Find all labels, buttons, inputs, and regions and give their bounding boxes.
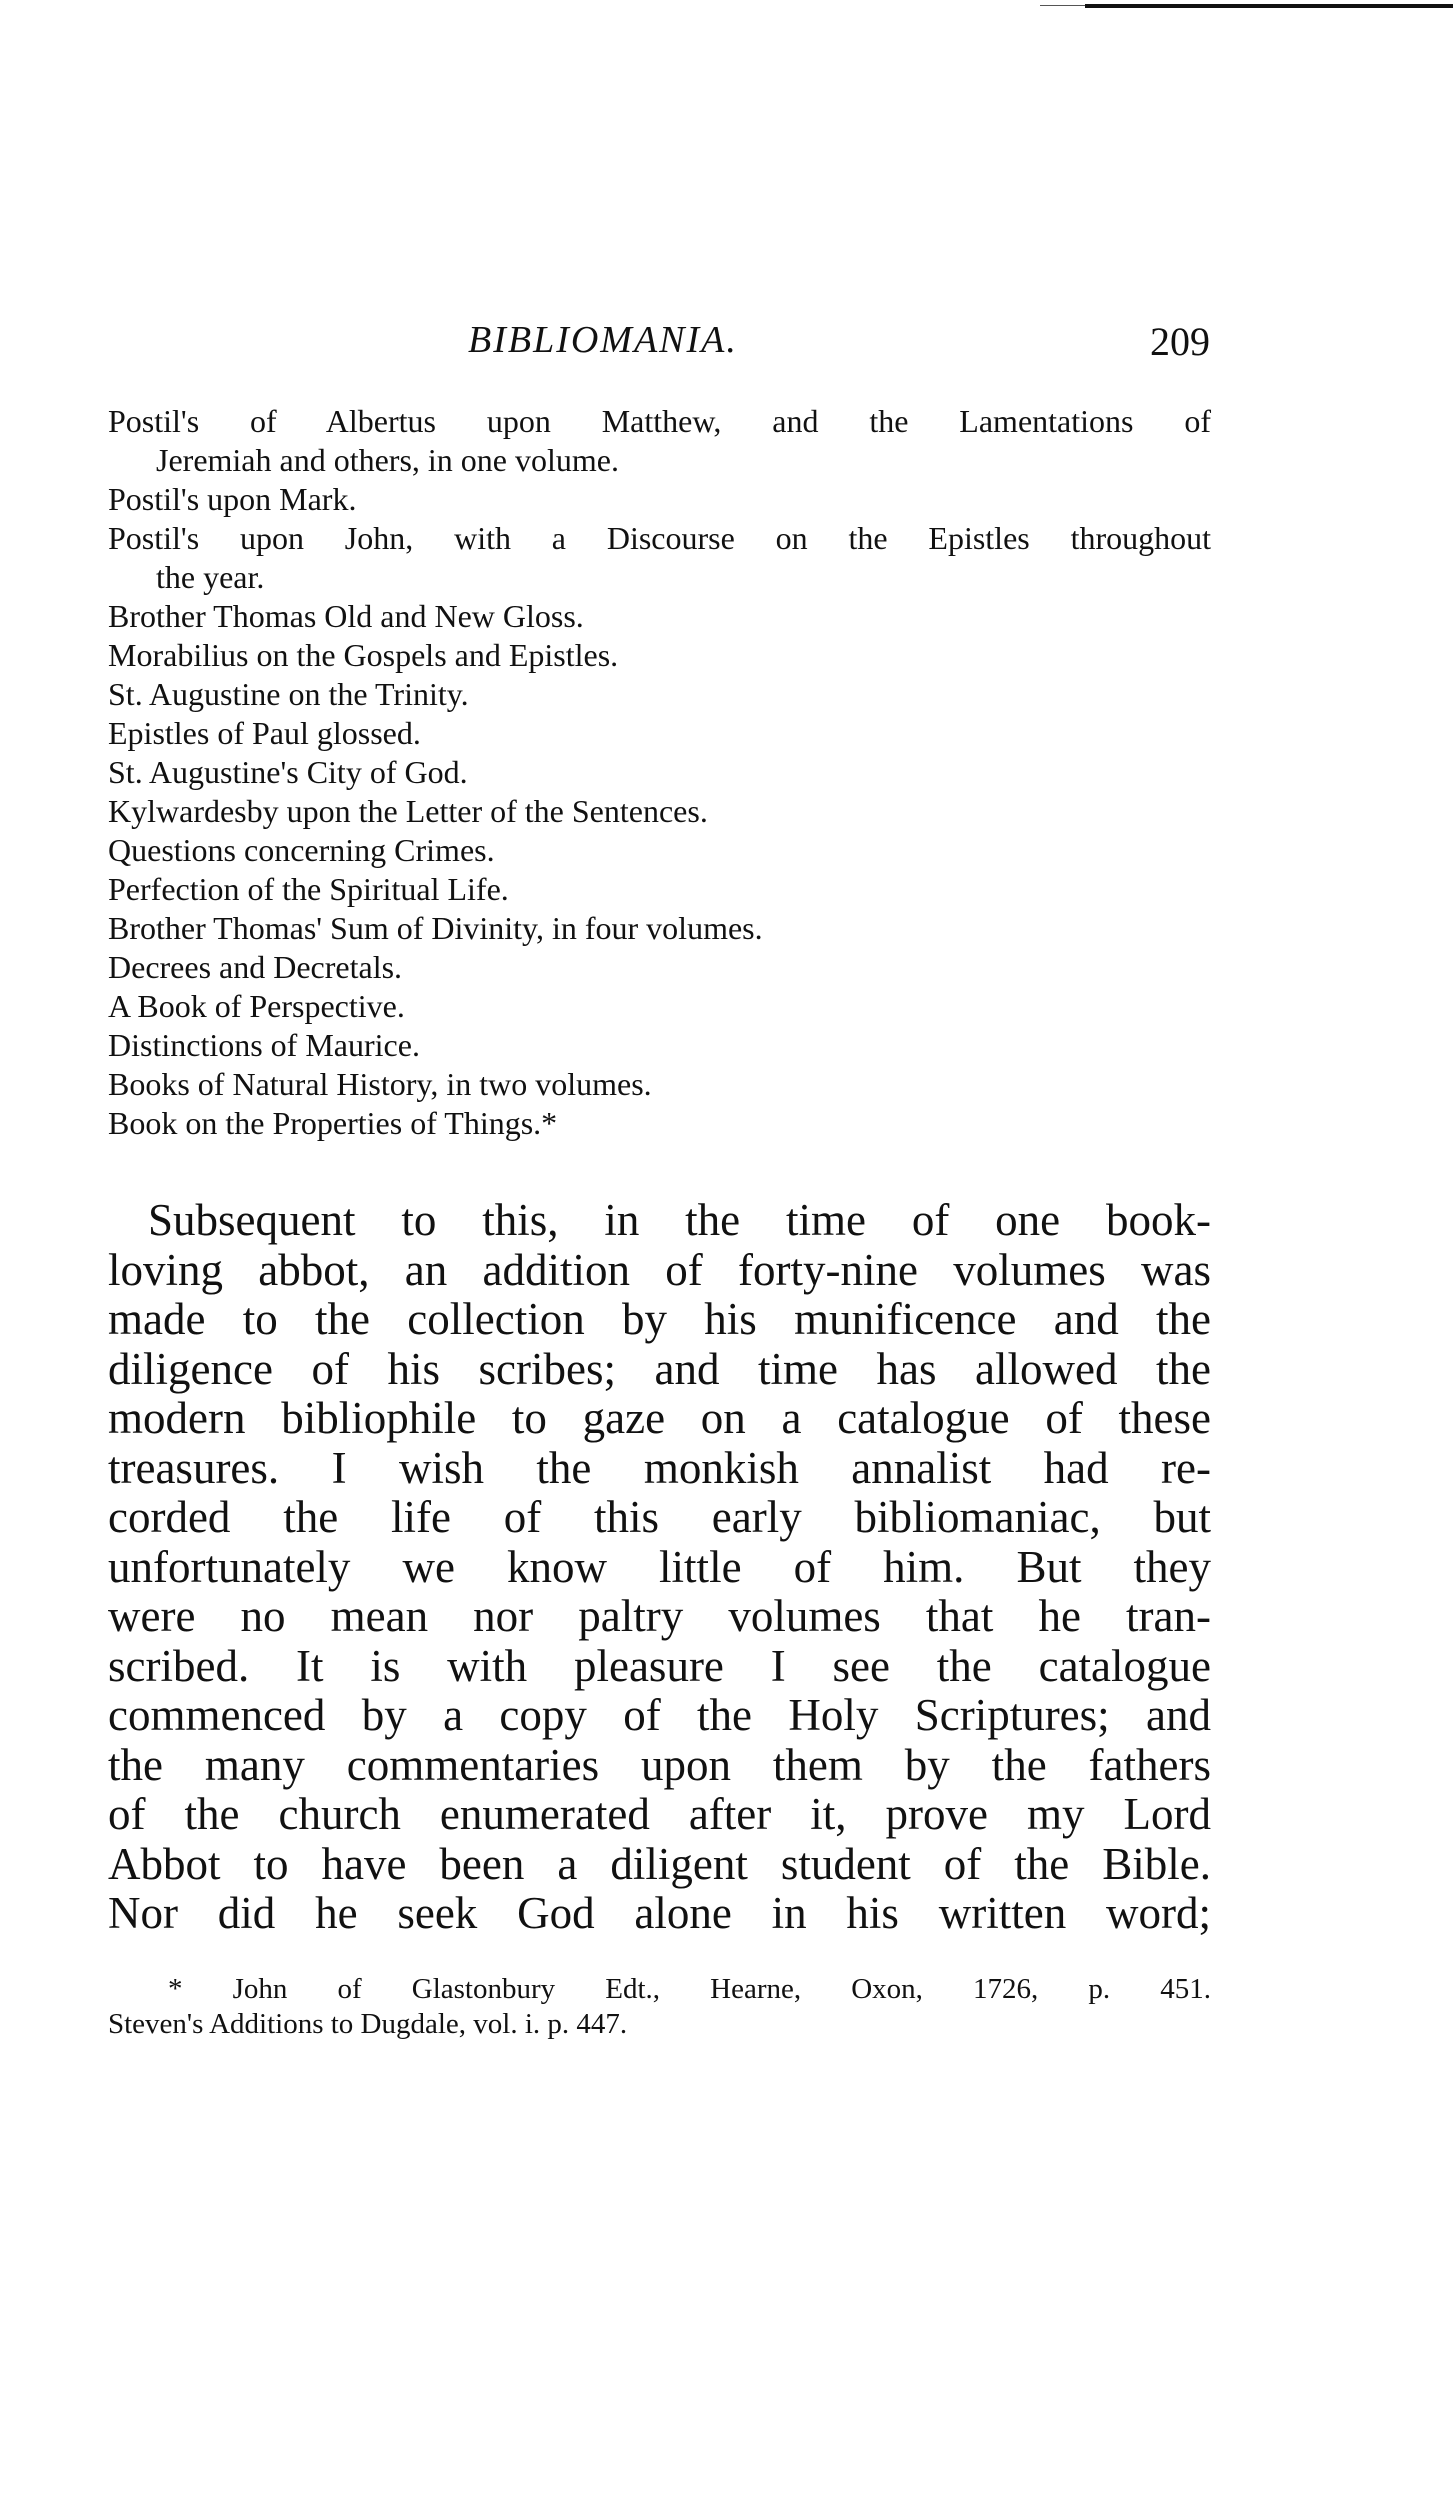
body-line: diligence of his scribes; and time has allowed the (108, 1343, 1211, 1394)
catalogue-item (108, 519, 1211, 597)
body-line: Nor did he seek God alone in his written word; (108, 1888, 1211, 1938)
catalogue-item-line: Postil's upon John, with a Discourse on the Epistles throughout (108, 520, 1211, 556)
body-paragraph (108, 1196, 1211, 1939)
page-edge-rule-thin (1040, 5, 1090, 6)
catalogue-item-line: Epistles of Paul glossed. (108, 715, 421, 751)
page-edge-rule (1085, 4, 1453, 8)
catalogue-item (108, 1104, 1211, 1143)
body-line: commenced by a copy of the Holy Scriptures; and (108, 1690, 1211, 1740)
catalogue-item (108, 870, 1211, 909)
catalogue-item (108, 792, 1211, 831)
body-line: the many commentaries upon them by the fathers (108, 1739, 1211, 1790)
body-line: scribed. It is with pleasure I see the catalogue (108, 1640, 1211, 1691)
body-line: made to the collection by his munificence and the (108, 1294, 1211, 1344)
body-line: unfortunately we know little of him. But they (108, 1541, 1211, 1592)
body-line: loving abbot, an addition of forty-nine volumes was (108, 1244, 1211, 1295)
catalogue-item (108, 597, 1211, 636)
body-line: were no mean nor paltry volumes that he tran- (108, 1591, 1211, 1641)
running-header: BIBLIOMANIA. (468, 319, 738, 361)
footnote-line: Steven's Additions to Dugdale, vol. i. p. 447. (108, 2008, 628, 2040)
catalogue-item (108, 714, 1211, 753)
catalogue-item-line: Books of Natural History, in two volumes. (108, 1066, 652, 1102)
catalogue-item-line: Perfection of the Spiritual Life. (108, 871, 509, 907)
catalogue-item-line: Morabilius on the Gospels and Epistles. (108, 637, 619, 673)
catalogue-item-line: Book on the Properties of Things.* (108, 1105, 558, 1141)
catalogue-item-line: Decrees and Decretals. (108, 949, 403, 985)
catalogue-item-line: the year. (156, 559, 265, 595)
catalogue-item (108, 1026, 1211, 1065)
catalogue-item-line: Brother Thomas Old and New Gloss. (108, 598, 584, 634)
catalogue-item-line: Kylwardesby upon the Letter of the Sentences. (108, 793, 708, 829)
catalogue-item-line: Postil's upon Mark. (108, 481, 357, 517)
body-line: of the church enumerated after it, prove my Lord (108, 1789, 1211, 1839)
body-line: Abbot to have been a diligent student of the Bible. (108, 1838, 1211, 1889)
catalogue-item (108, 948, 1211, 987)
catalogue-item-line: St. Augustine's City of God. (108, 754, 468, 790)
catalogue-item-line: Jeremiah and others, in one volume. (156, 442, 619, 478)
catalogue-list (108, 402, 1211, 1143)
catalogue-item-line: Distinctions of Maurice. (108, 1027, 420, 1063)
catalogue-item (108, 636, 1211, 675)
catalogue-item-line: A Book of Perspective. (108, 988, 405, 1024)
catalogue-item-line: Brother Thomas' Sum of Divinity, in four volumes. (108, 910, 763, 946)
footnote (108, 1972, 1211, 2042)
body-line: modern bibliophile to gaze on a catalogue of these (108, 1393, 1211, 1443)
footnote-line: * John of Glastonbury Edt., Hearne, Oxon, 1726, p. 451. (168, 1973, 1211, 2005)
catalogue-item (108, 831, 1211, 870)
catalogue-item-line: Postil's of Albertus upon Matthew, and the Lamentations of (108, 403, 1211, 439)
catalogue-item (108, 909, 1211, 948)
catalogue-item (108, 987, 1211, 1026)
catalogue-item (108, 480, 1211, 519)
catalogue-item (108, 402, 1211, 480)
body-line: corded the life of this early bibliomaniac, but (108, 1492, 1211, 1542)
body-line: treasures. I wish the monkish annalist had re- (108, 1442, 1211, 1493)
page-number: 209 (1150, 319, 1210, 364)
catalogue-item-line: Questions concerning Crimes. (108, 832, 495, 868)
catalogue-item (108, 1065, 1211, 1104)
catalogue-item (108, 753, 1211, 792)
catalogue-item-line: St. Augustine on the Trinity. (108, 676, 469, 712)
catalogue-item (108, 675, 1211, 714)
body-line: Subsequent to this, in the time of one book- (148, 1195, 1211, 1245)
